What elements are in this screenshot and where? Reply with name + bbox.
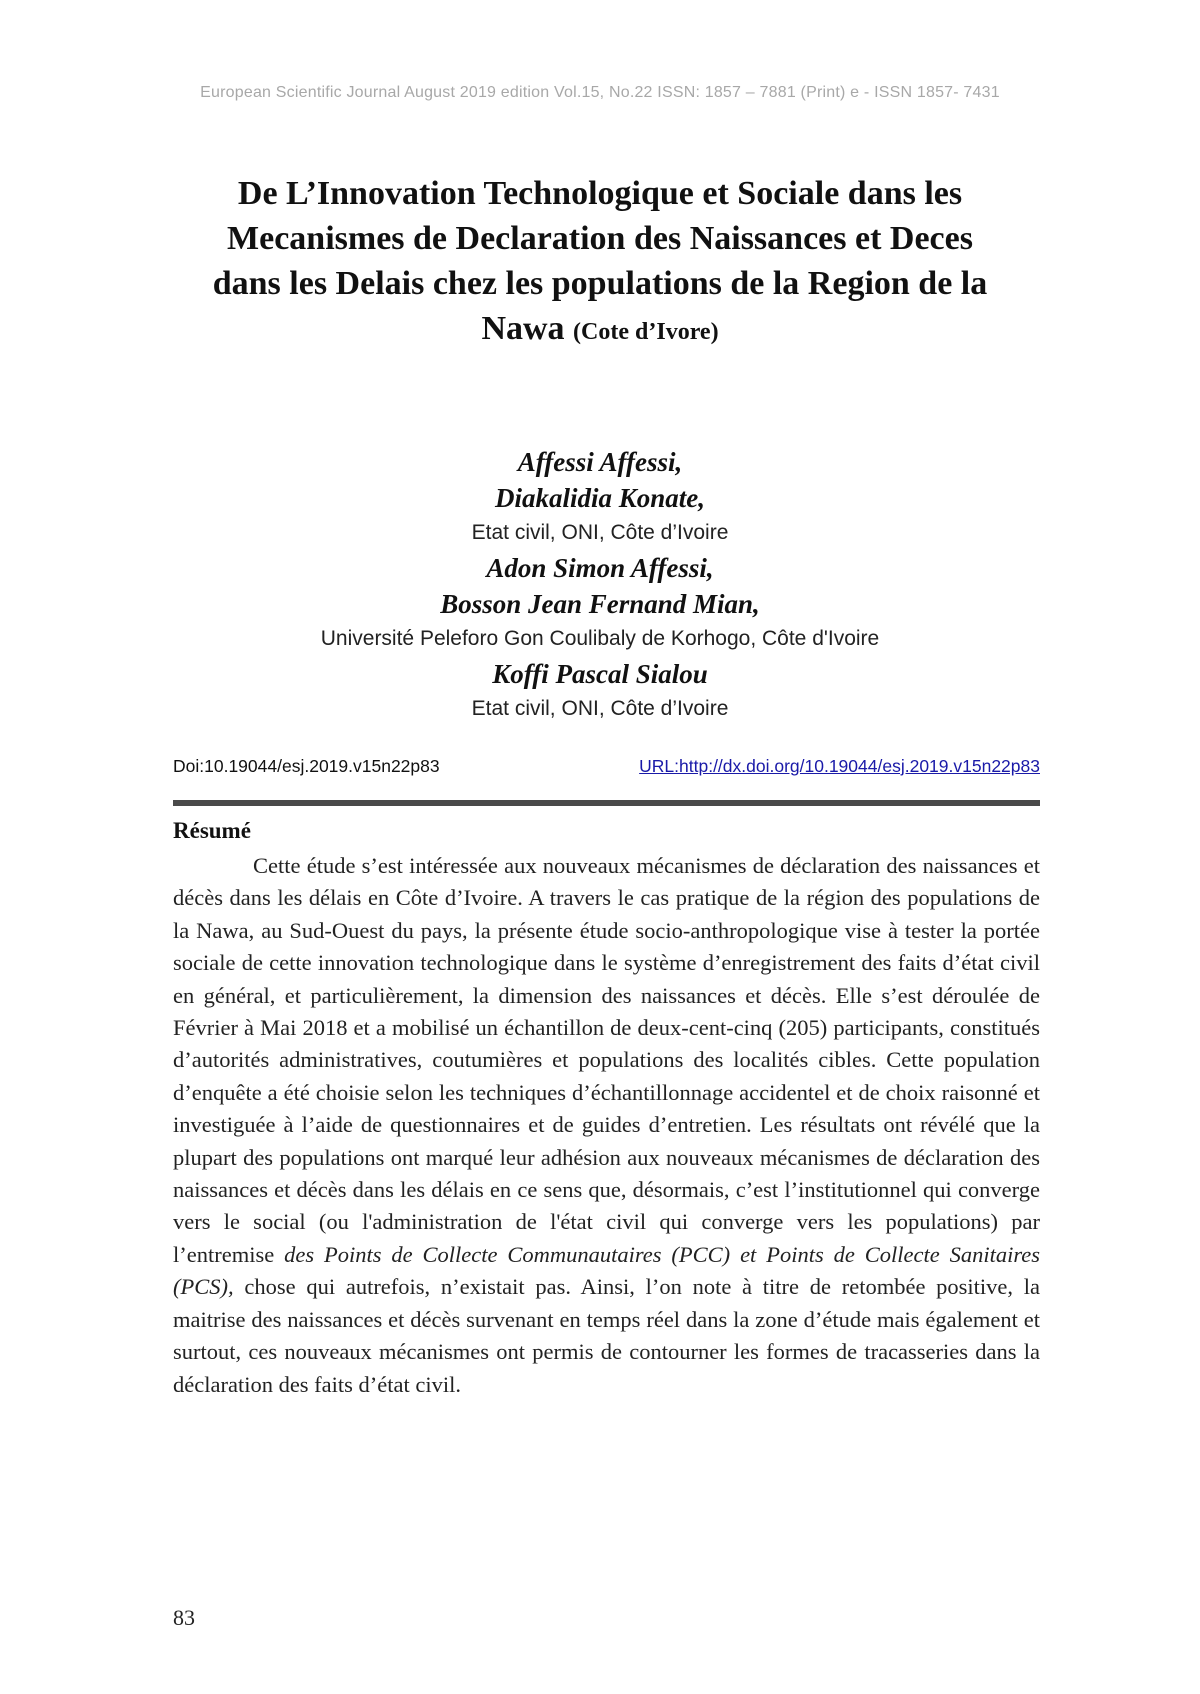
- abstract-paragraph: [173, 850, 1040, 1401]
- author-affiliation: Université Peleforo Gon Coulibaly de Korhogo, Côte d'Ivoire: [320, 627, 880, 650]
- author-affiliation: Etat civil, ONI, Côte d’Ivoire: [471, 521, 729, 544]
- title-line-4-main: Nawa: [481, 310, 565, 347]
- author-block: [160, 444, 1040, 726]
- author-name: Bosson Jean Fernand Mian,: [440, 589, 760, 619]
- author-name: Affessi Affessi,: [517, 447, 683, 477]
- author-affiliation: Etat civil, ONI, Côte d’Ivoire: [471, 697, 729, 720]
- doi-url-link[interactable]: URL:http://dx.doi.org/10.19044/esj.2019.v15n22p83: [639, 756, 1040, 776]
- title-line-3: dans les Delais chez les populations de la Region de la: [212, 265, 988, 302]
- author-name: Koffi Pascal Sialou: [492, 659, 708, 689]
- title-line-1: De L’Innovation Technologique et Sociale dans les: [237, 175, 963, 212]
- abstract-heading: Résumé: [173, 818, 251, 843]
- abstract-italic-text: des Points de Collecte Communautaires (PCC) et Points de Collecte Sanitaires (PCS),: [173, 1241, 1040, 1300]
- title-line-2: Mecanismes de Declaration des Naissances et Deces: [227, 220, 973, 257]
- title-line-4-country: (Cote d’Ivore): [573, 319, 719, 345]
- author-name: Diakalidia Konate,: [494, 483, 705, 513]
- section-divider: [173, 800, 1040, 806]
- author-name: Adon Simon Affessi,: [486, 553, 714, 583]
- abstract-text-part-2: chose qui autrefois, n’existait pas. Ainsi, l’on note à titre de retombée positive, la maitrise des naissances et décès survenant en temps réel dans la zone d’étude mais également et surtout, ces nouveaux mécanismes ont permis de contourner les formes de tracasseries dans la déclaration des faits d’état civil.: [173, 1274, 1041, 1397]
- paper-title: [160, 171, 1040, 355]
- journal-header: European Scientific Journal August 2019 edition Vol.15, No.22 ISSN: 1857 – 7881 (Print) e - ISSN 1857- 7431: [200, 84, 1000, 101]
- doi-text: Doi:10.19044/esj.2019.v15n22p83: [173, 756, 440, 776]
- page-number: 83: [173, 1605, 195, 1630]
- abstract-text-part-1: Cette étude s’est intéressée aux nouveaux mécanismes de déclaration des naissances et décès dans les délais en Côte d’Ivoire. A travers le cas pratique de la région des populations de la Nawa, au Sud-Ouest du pays, la présente étude socio-anthropologique vise à tester la portée sociale de cette innovation technologique dans le système d’enregistrement des faits d’état civil en général, et particulièrement, la dimension des naissances et décès. Elle s’est déroulée de Février à Mai 2018 et a mobilisé un échantillon de deux-cent-cinq (205) participants, constitués d’autorités administratives, coutumières et populations des localités cibles. Cette population d’enquête a été choisie selon les techniques d’échantillonnage accidentel et de choix raisonné et investiguée à l’aide de questionnaires et de guides d’entretien. Les résultats ont révélé que la plupart des populations ont marqué leur adhésion aux nouveaux mécanismes de déclaration des naissances et décès dans les délais en ce sens que, désormais, c’est l’institutionnel qui converge vers le social (ou l'administration de l'état civil qui converge vers les populations) par l’entremise: [173, 853, 1040, 1267]
- title-line-4: [160, 306, 1040, 355]
